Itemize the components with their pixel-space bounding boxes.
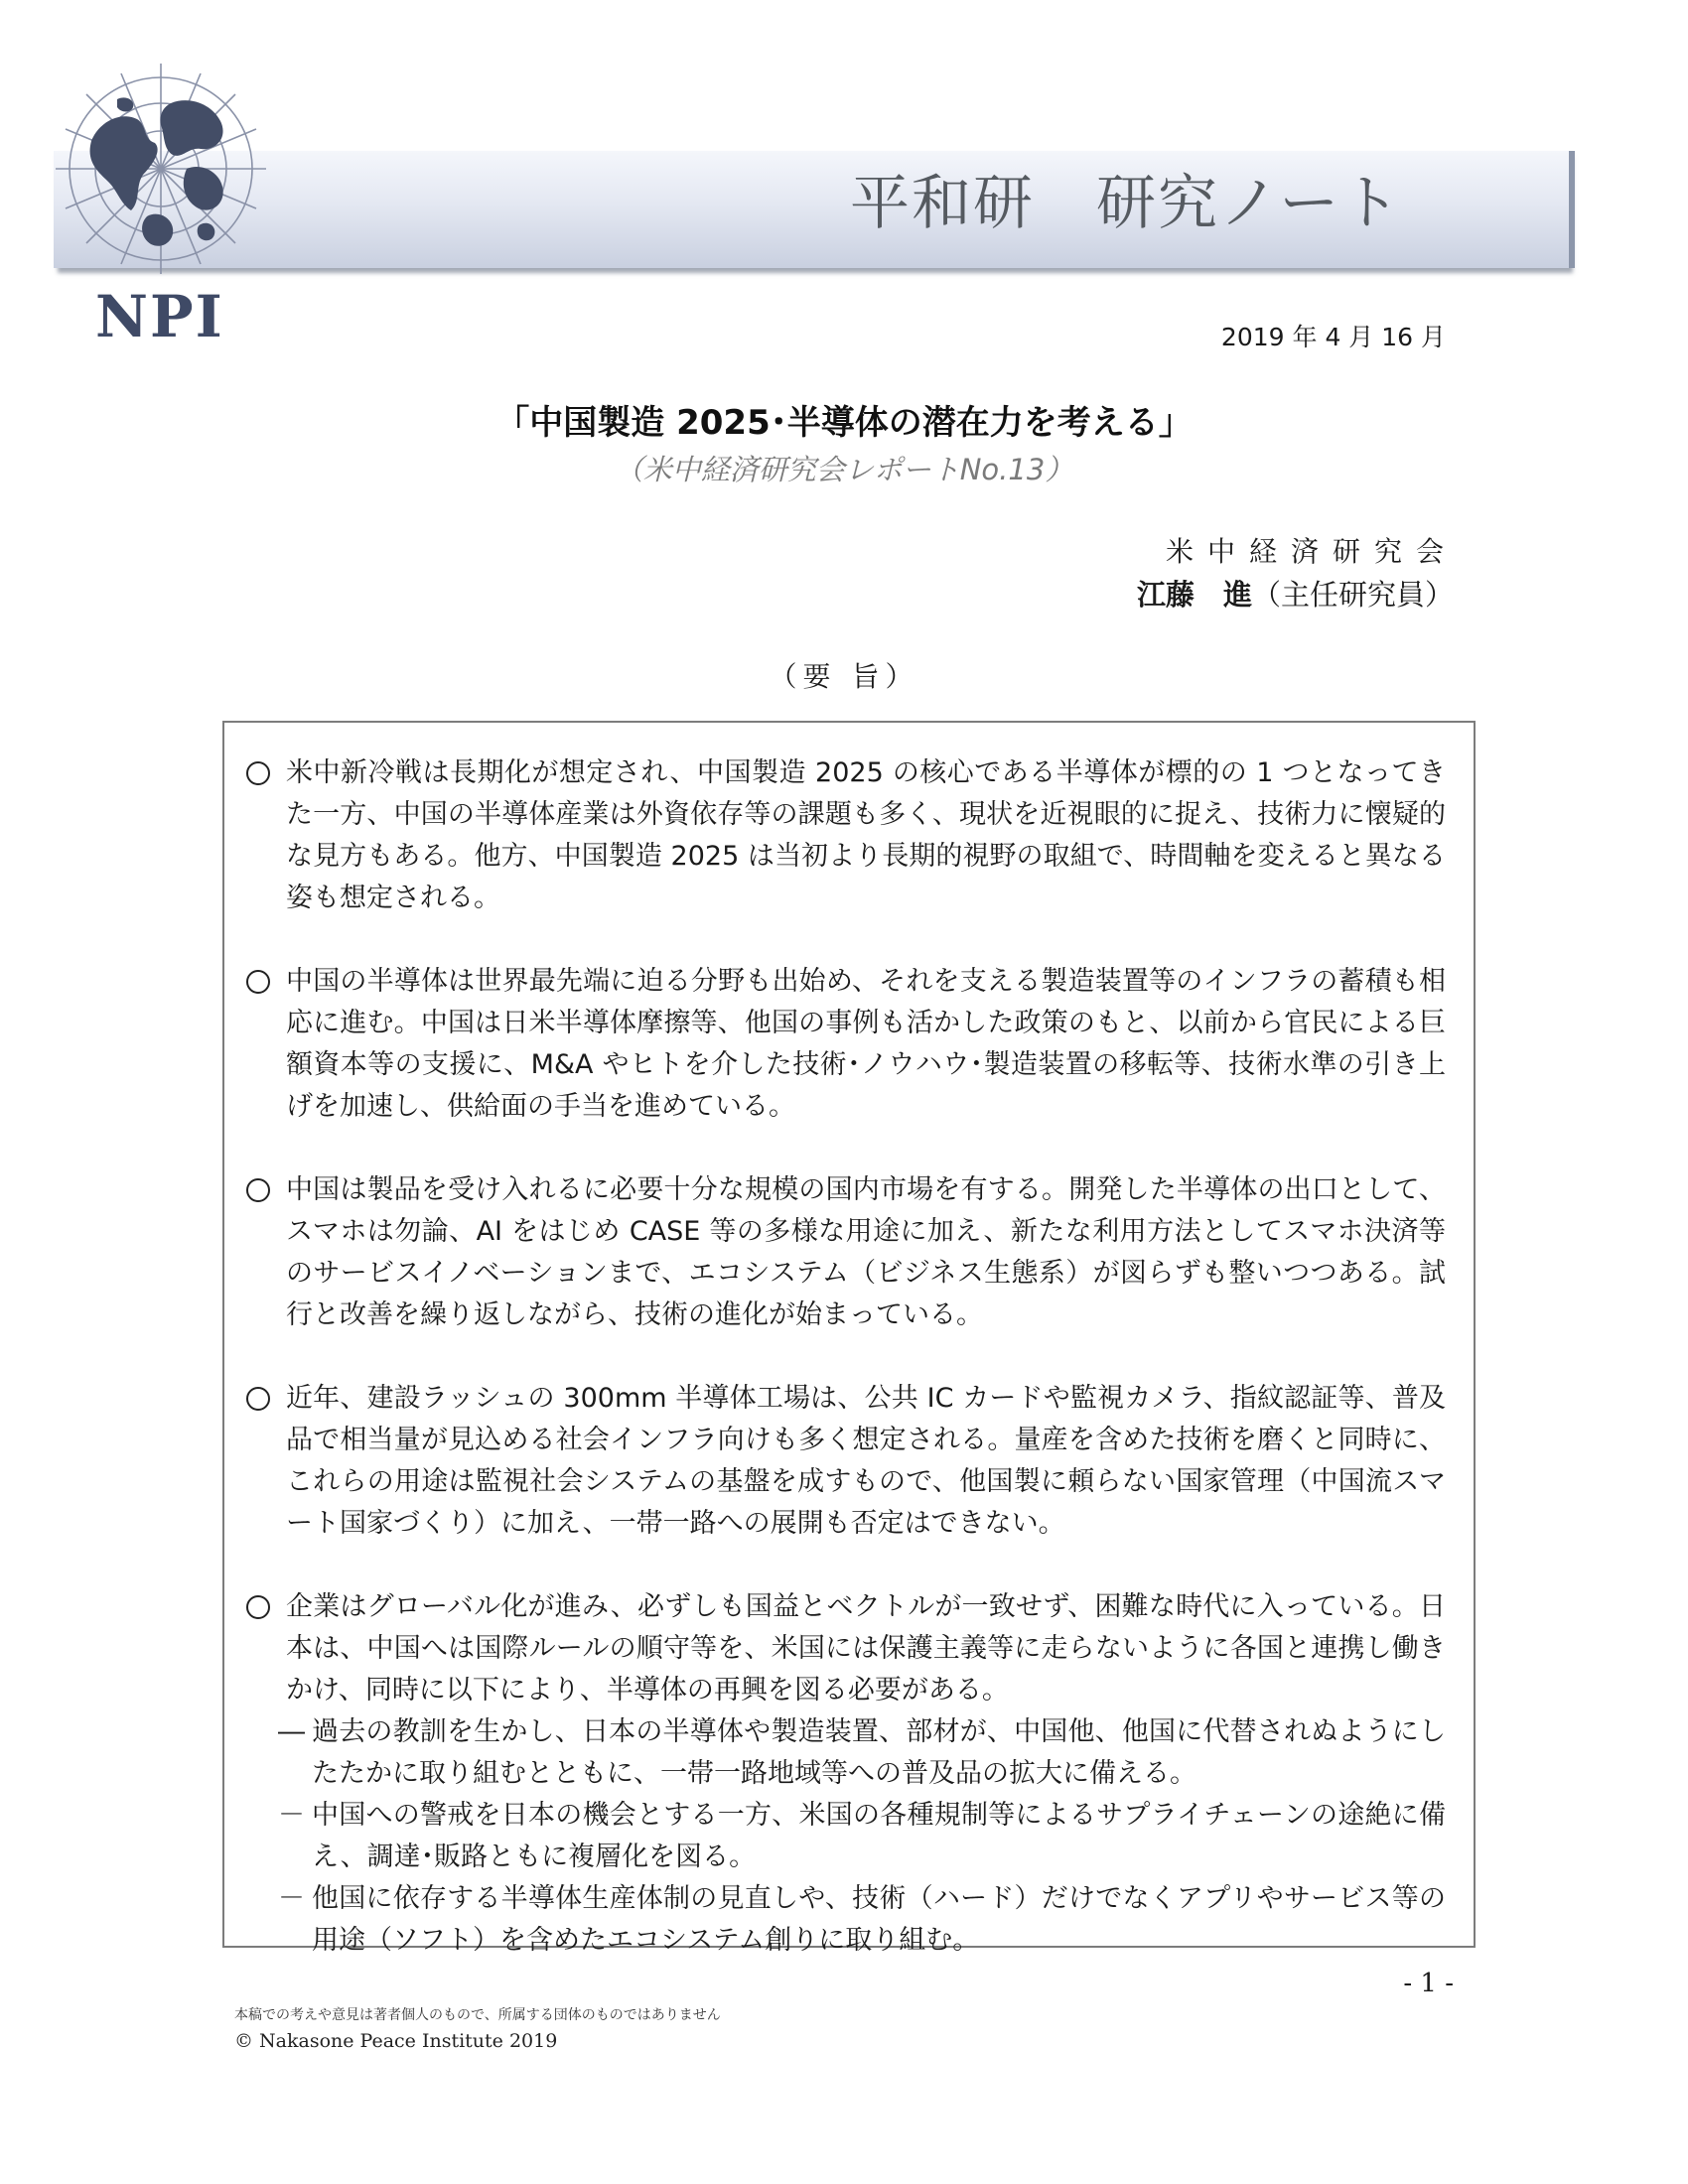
globe-icon	[52, 60, 270, 278]
summary-point	[240, 961, 1446, 1128]
dash-mark: －	[278, 1800, 305, 1831]
dash-mark: －	[278, 1883, 305, 1914]
summary-sub-point	[240, 1878, 1446, 1962]
npi-logo: NPI	[95, 283, 224, 350]
summary-sub-point-text: 他国に依存する半導体生産体制の見直しや、技術（ハード）だけでなくアプリやサービス等の用途（ソフト）を含めたエコシステム創りに取り組む。	[312, 1883, 1446, 1956]
summary-sub-point-text: 過去の教訓を生かし、日本の半導体や製造装置、部材が、中国他、他国に代替されぬようにしたたかに取り組むとともに、一帯一路地域等への普及品の拡大に備える。	[312, 1716, 1446, 1789]
header-title: 平和研 研究ノート	[850, 169, 1403, 238]
circle-bullet-icon	[246, 1178, 270, 1202]
document-subtitle: （米中経済研究会レポートNo.13）	[614, 453, 1074, 486]
summary-point	[240, 1586, 1446, 1711]
summary-sub-point	[240, 1795, 1446, 1878]
summary-point	[240, 1378, 1446, 1545]
summary-point-text: 米中新冷戦は長期化が想定され、中国製造 2025 の核心である半導体が標的の 1 つとなってきた一方、中国の半導体産業は外資依存等の課題も多く、現状を近視眼的に捉え、技術力に懐疑的な見方もある。他方、中国製造 2025 は当初より長期的視野の取組で、時間軸を変えると異なる姿も想定される。	[286, 757, 1446, 913]
circle-bullet-icon	[246, 761, 270, 785]
page-number: - 1 -	[1403, 1969, 1454, 1998]
organization: 米中経済研究会	[1165, 535, 1458, 568]
summary-point-text: 中国の半導体は世界最先端に迫る分野も出始め、それを支える製造装置等のインフラの蓄積も相応に進む。中国は日米半導体摩擦等、他国の事例も活かした政策のもと、以前から官民による巨額資本等の支援に、M&A やヒトを介した技術･ノウハウ･製造装置の移転等、技術水準の引き上げを加速し、供給面の手当を進めている。	[286, 966, 1446, 1122]
author-role: （主任研究員）	[1251, 578, 1454, 612]
author	[1137, 574, 1454, 615]
disclaimer: 本稿での考えや意見は著者個人のもので、所属する団体のものではありません	[234, 2007, 721, 2023]
circle-bullet-icon	[246, 1595, 270, 1619]
summary-point	[240, 752, 1446, 919]
dash-mark: ―	[278, 1716, 305, 1747]
summary-point-text: 近年、建設ラッシュの 300mm 半導体工場は、公共 IC カードや監視カメラ、指紋認証等、普及品で相当量が見込める社会インフラ向けも多く想定される。量産を含めた技術を磨くと同時に、これらの用途は監視社会システムの基盤を成すもので、他国製に頼らない国家管理（中国流スマート国家づくり）に加え、一帯一路への展開も否定はできない。	[286, 1383, 1446, 1539]
summary-sub-point-text: 中国への警戒を日本の機会とする一方、米国の各種規制等によるサプライチェーンの途絶に備え、調達･販路ともに複層化を図る。	[312, 1800, 1446, 1872]
summary-heading: （要 旨）	[769, 660, 919, 693]
summary-point-text: 企業はグローバル化が進み、必ずしも国益とベクトルが一致せず、困難な時代に入っている。日本は、中国へは国際ルールの順守等を、米国には保護主義等に走らないように各国と連携し働きかけ、同時に以下により、半導体の再興を図る必要がある。	[286, 1591, 1446, 1706]
copyright: © Nakasone Peace Institute 2019	[234, 2030, 558, 2052]
document-date: 2019 年 4 月 16 月	[1220, 323, 1446, 351]
circle-bullet-icon	[246, 970, 270, 994]
circle-bullet-icon	[246, 1387, 270, 1411]
summary-sub-point	[240, 1711, 1446, 1795]
document-title: 「中国製造 2025･半導体の潜在力を考える」	[495, 403, 1193, 443]
summary-point	[240, 1169, 1446, 1336]
summary-point-text: 中国は製品を受け入れるに必要十分な規模の国内市場を有する。開発した半導体の出口として、スマホは勿論、AI をはじめ CASE 等の多様な用途に加え、新たな利用方法としてスマホ決済等のサービスイノベーションまで、エコシステム（ビジネス生態系）が図らずも整いつつある。試行と改善を繰り返しながら、技術の進化が始まっている。	[286, 1174, 1446, 1330]
summary-box	[222, 721, 1476, 1956]
author-name: 江藤 進	[1136, 578, 1252, 612]
